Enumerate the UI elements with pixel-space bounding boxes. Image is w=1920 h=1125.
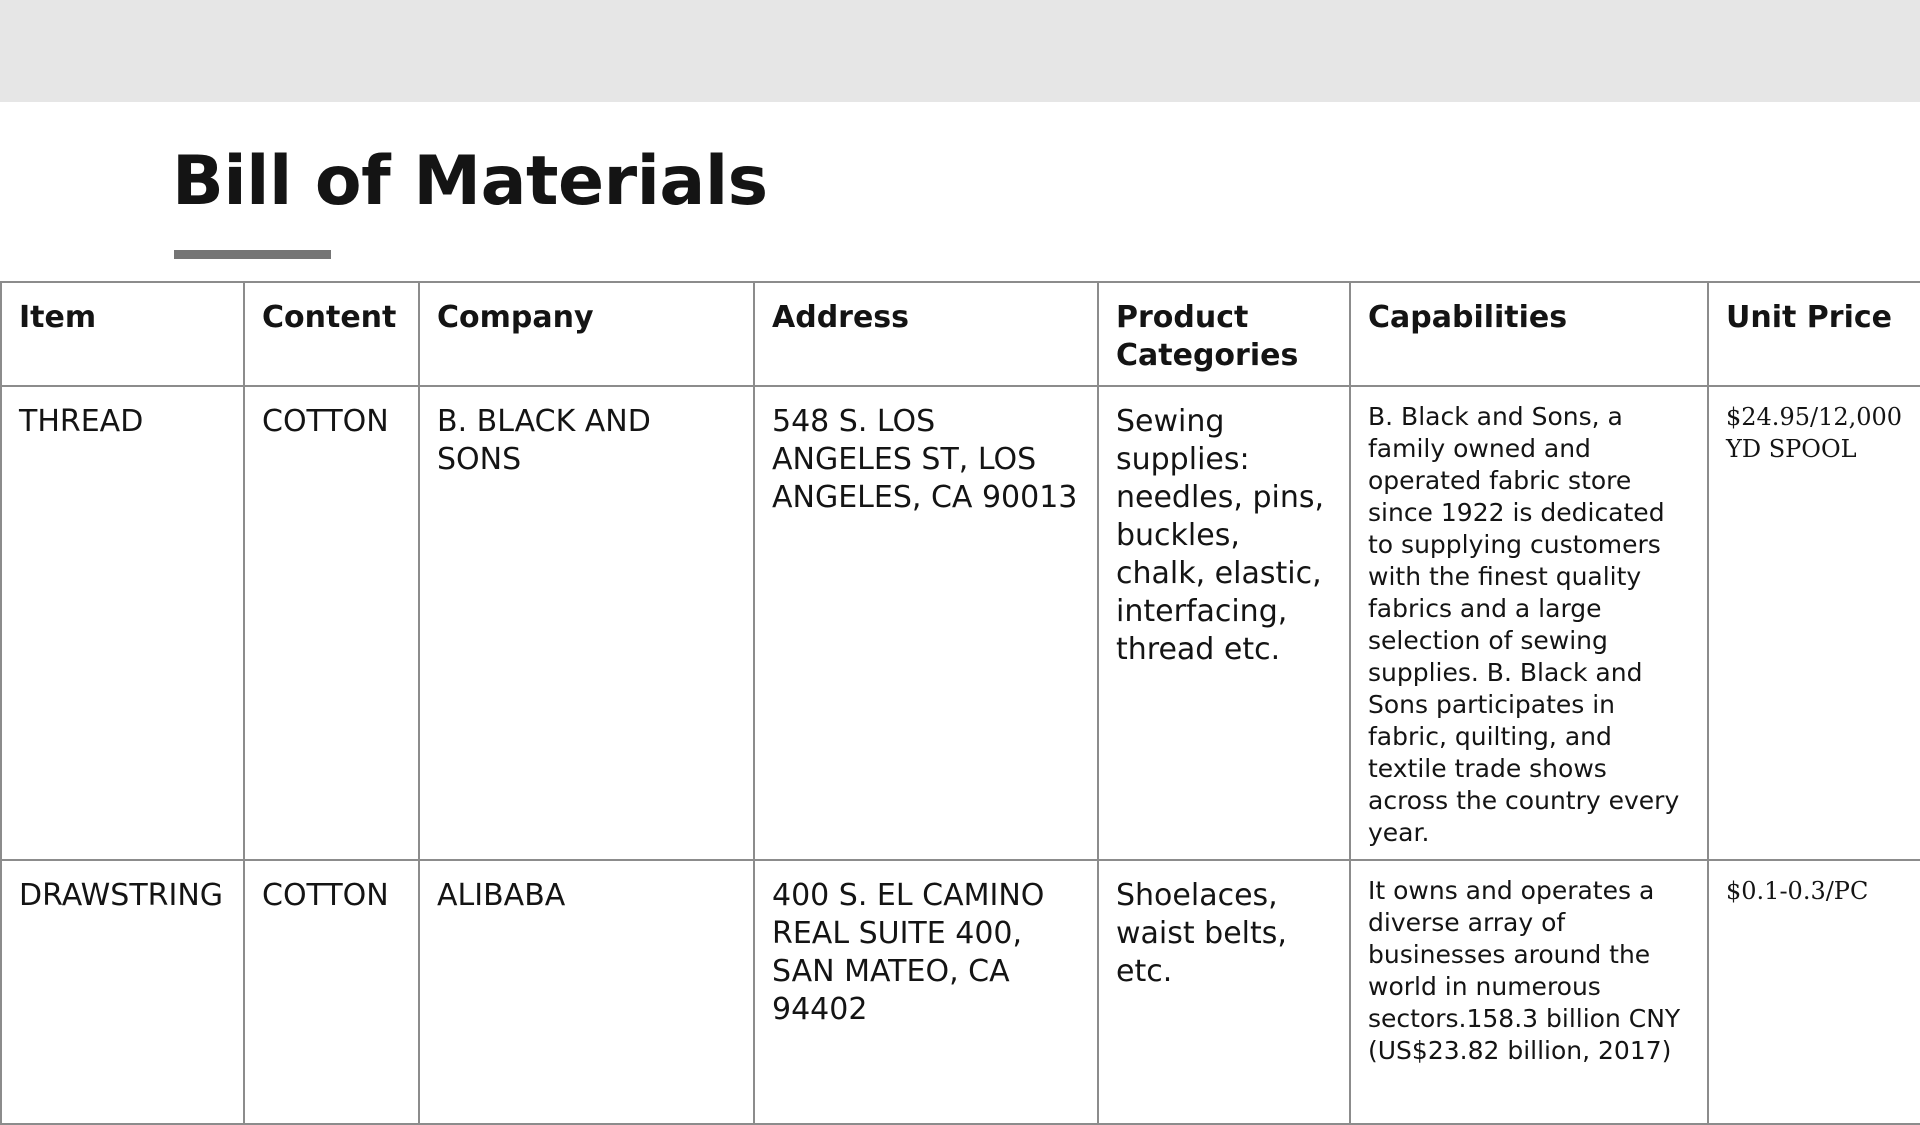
title-underline	[174, 250, 331, 259]
cell-content: COTTON	[244, 860, 419, 1124]
table-row	[1, 860, 1920, 1124]
cell-company: B. BLACK AND SONS	[419, 386, 754, 860]
cell-address: 548 S. LOS ANGELES ST, LOS ANGELES, CA 90013	[754, 386, 1098, 860]
header-capabilities: Capabilities	[1350, 282, 1708, 386]
cell-product-categories: Shoelaces, waist belts, etc.	[1098, 860, 1350, 1124]
bill-of-materials-table	[0, 281, 1920, 1125]
cell-item: THREAD	[1, 386, 244, 860]
header-company: Company	[419, 282, 754, 386]
cell-item: DRAWSTRING	[1, 860, 244, 1124]
cell-company: ALIBABA	[419, 860, 754, 1124]
cell-product-categories: Sewing supplies: needles, pins, buckles, chalk, elastic, interfacing, thread etc.	[1098, 386, 1350, 860]
top-banner	[0, 0, 1920, 102]
header-product-categories: Product Categories	[1098, 282, 1350, 386]
cell-capabilities: It owns and operates a diverse array of businesses around the world in numerous sectors.158.3 billion CNY (US$23.82 billion, 2017)	[1350, 860, 1708, 1124]
cell-address: 400 S. EL CAMINO REAL SUITE 400, SAN MATEO, CA 94402	[754, 860, 1098, 1124]
cell-unit-price: $24.95/12,000 YD SPOOL	[1708, 386, 1920, 860]
header-unit-price: Unit Price	[1708, 282, 1920, 386]
header-content: Content	[244, 282, 419, 386]
cell-capabilities: B. Black and Sons, a family owned and operated fabric store since 1922 is dedicated to supplying customers with the finest quality fabrics and a large selection of sewing supplies. B. Black and Sons participates in fabric, quilting, and textile trade shows across the country every year.	[1350, 386, 1708, 860]
header-item: Item	[1, 282, 244, 386]
cell-unit-price: $0.1-0.3/PC	[1708, 860, 1920, 1124]
cell-content: COTTON	[244, 386, 419, 860]
page-title: Bill of Materials	[172, 142, 768, 221]
header-address: Address	[754, 282, 1098, 386]
table-row	[1, 386, 1920, 860]
table-header-row	[1, 282, 1920, 386]
